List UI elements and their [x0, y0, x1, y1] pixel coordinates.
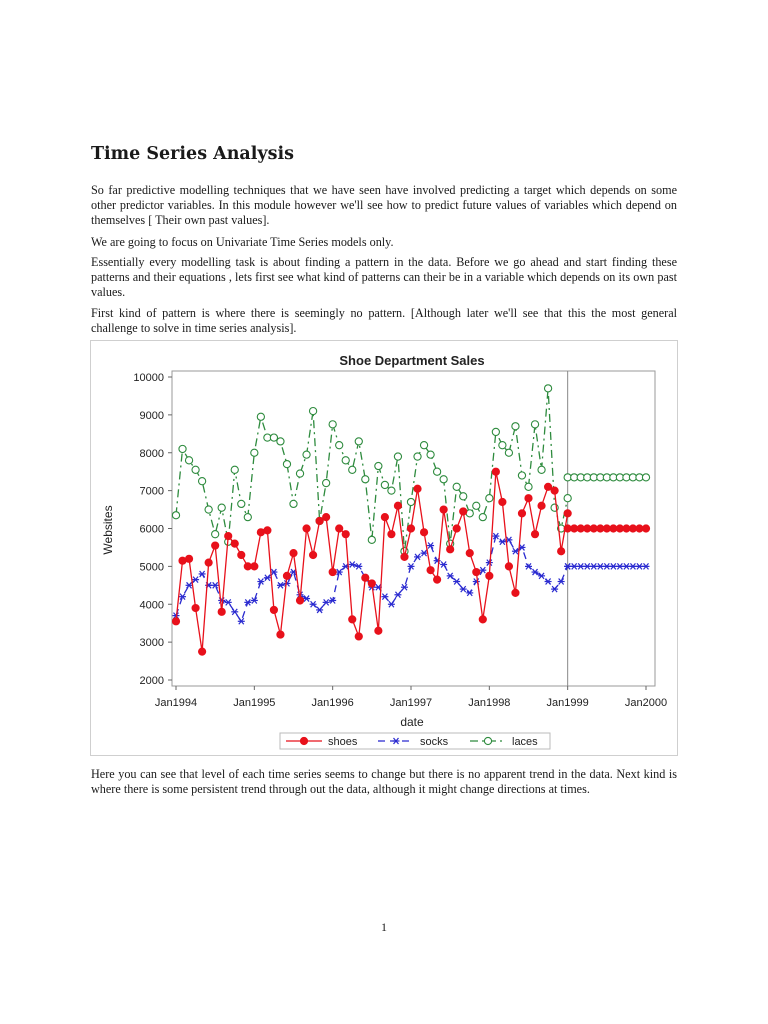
point-laces	[525, 483, 532, 490]
point-laces	[531, 421, 538, 428]
point-laces	[473, 502, 480, 509]
sales-chart	[90, 340, 678, 756]
point-laces	[244, 514, 251, 521]
point-laces	[303, 451, 310, 458]
y-tick-label: 4000	[139, 599, 164, 612]
section-title: Time Series Analysis	[91, 144, 294, 164]
point-shoes	[251, 563, 258, 570]
paragraph-first-pattern: First kind of pattern is where there is seemingly no pattern. [Although later we'll see that this the most general challenge to solve in time series analysis].	[91, 306, 677, 335]
point-shoes	[401, 553, 408, 560]
point-laces	[414, 453, 421, 460]
point-laces	[427, 451, 434, 458]
point-laces	[192, 466, 199, 473]
x-axis-label: date	[400, 715, 424, 729]
point-laces	[375, 462, 382, 469]
point-shoes	[270, 606, 277, 613]
point-shoes	[218, 608, 225, 615]
point-laces	[362, 476, 369, 483]
point-shoes	[355, 633, 362, 640]
y-tick-label: 10000	[133, 372, 164, 384]
point-laces	[212, 531, 219, 538]
point-laces	[355, 438, 362, 445]
point-shoes	[283, 572, 290, 579]
point-laces	[199, 478, 206, 485]
point-shoes	[518, 510, 525, 517]
point-laces	[453, 483, 460, 490]
point-laces	[179, 445, 186, 452]
point-laces	[368, 536, 375, 543]
point-laces	[323, 479, 330, 486]
point-shoes	[192, 604, 199, 611]
point-shoes	[551, 487, 558, 494]
point-laces	[342, 457, 349, 464]
point-laces	[185, 457, 192, 464]
point-laces	[296, 470, 303, 477]
point-laces	[309, 407, 316, 414]
point-shoes	[473, 568, 480, 575]
point-shoes	[212, 542, 219, 549]
legend-marker	[300, 737, 307, 744]
point-laces	[407, 498, 414, 505]
point-shoes	[238, 551, 245, 558]
point-laces	[479, 514, 486, 521]
point-shoes	[323, 514, 330, 521]
y-tick-label: 6000	[139, 523, 164, 536]
point-shoes	[499, 498, 506, 505]
point-laces	[381, 481, 388, 488]
point-shoes	[453, 525, 460, 532]
point-laces	[420, 442, 427, 449]
point-shoes	[492, 468, 499, 475]
point-shoes	[231, 540, 238, 547]
legend-label: laces	[512, 736, 538, 748]
point-laces	[218, 504, 225, 511]
point-shoes	[414, 485, 421, 492]
x-tick-label: Jan2000	[624, 697, 668, 709]
point-laces	[492, 428, 499, 435]
point-shoes	[558, 548, 565, 555]
x-tick-label: Jan1995	[233, 697, 276, 709]
point-laces	[336, 442, 343, 449]
y-tick-label: 8000	[139, 447, 164, 460]
point-shoes	[296, 597, 303, 604]
point-shoes	[427, 567, 434, 574]
point-laces	[512, 423, 519, 430]
x-tick-label: Jan1998	[468, 697, 511, 709]
point-shoes	[303, 525, 310, 532]
legend-label: socks	[420, 736, 449, 748]
point-shoes	[420, 529, 427, 536]
y-tick-label: 7000	[139, 485, 164, 498]
y-tick-label: 2000	[139, 675, 164, 687]
point-laces	[434, 468, 441, 475]
point-shoes	[362, 574, 369, 581]
point-shoes	[329, 568, 336, 575]
point-shoes	[336, 525, 343, 532]
point-laces	[290, 500, 297, 507]
paragraph-intro: So far predictive modelling techniques that we have seen have involved predicting a target which depends on some other predictor variables. In this module however we'll see how to predict future values of variables which depend on themselves [ Their own past values].	[91, 183, 677, 227]
x-tick-label: Jan1997	[389, 697, 433, 709]
point-shoes	[264, 527, 271, 534]
point-shoes	[205, 559, 212, 566]
x-tick-label: Jan1996	[311, 697, 354, 709]
legend-label: shoes	[328, 736, 358, 748]
point-shoes	[564, 510, 571, 517]
chart-legend	[280, 733, 550, 749]
point-shoes	[172, 618, 179, 625]
point-laces	[388, 487, 395, 494]
point-laces	[283, 461, 290, 468]
point-laces	[277, 438, 284, 445]
point-shoes	[375, 627, 382, 634]
point-laces	[499, 442, 506, 449]
point-shoes	[447, 546, 454, 553]
point-laces	[505, 449, 512, 456]
paragraph-patterns: Essentially every modelling task is about finding a pattern in the data. Before we go ahead and start finding these patterns and their equations , lets first see what kind of patterns can their be in a variable which depends on its own past values.	[91, 255, 677, 299]
point-shoes	[460, 508, 467, 515]
point-shoes	[309, 551, 316, 558]
y-tick-label: 9000	[139, 409, 164, 422]
point-shoes	[277, 631, 284, 638]
point-shoes	[381, 514, 388, 521]
point-shoes	[525, 495, 532, 502]
chart-title: Shoe Department Sales	[339, 353, 485, 368]
point-shoes	[434, 576, 441, 583]
point-shoes	[349, 616, 356, 623]
point-laces	[486, 495, 493, 502]
point-laces	[251, 449, 258, 456]
point-shoes	[316, 517, 323, 524]
point-laces	[349, 466, 356, 473]
point-shoes	[512, 589, 519, 596]
point-laces	[205, 506, 212, 513]
point-shoes	[440, 506, 447, 513]
point-laces	[238, 500, 245, 507]
point-shoes	[479, 616, 486, 623]
point-shoes	[538, 502, 545, 509]
point-laces	[460, 493, 467, 500]
point-shoes	[290, 550, 297, 557]
x-tick-label: Jan1994	[154, 697, 198, 709]
forecast-point-laces	[642, 474, 649, 481]
point-shoes	[225, 532, 232, 539]
point-shoes	[466, 550, 473, 557]
point-laces	[257, 413, 264, 420]
forecast-point-shoes	[642, 525, 649, 532]
point-laces	[544, 385, 551, 392]
point-shoes	[388, 531, 395, 538]
point-shoes	[368, 580, 375, 587]
y-axis-label: Websites	[101, 505, 115, 555]
point-laces	[538, 466, 545, 473]
point-laces	[394, 453, 401, 460]
y-tick-label: 5000	[139, 561, 164, 574]
point-laces	[270, 434, 277, 441]
point-laces	[518, 472, 525, 479]
page-number: 1	[381, 920, 387, 934]
paragraph-univariate: We are going to focus on Univariate Time Series models only.	[91, 235, 394, 249]
y-tick-label: 3000	[139, 637, 164, 650]
point-laces	[329, 421, 336, 428]
point-shoes	[531, 531, 538, 538]
point-shoes	[394, 502, 401, 509]
point-shoes	[185, 555, 192, 562]
point-laces	[564, 495, 571, 502]
point-shoes	[505, 563, 512, 570]
point-shoes	[199, 648, 206, 655]
point-laces	[231, 466, 238, 473]
paragraph-observation: Here you can see that level of each time series seems to change but there is no apparent trend in the data. Next kind is where there is some persistent trend through out the data, although it might change directions at times.	[91, 767, 677, 796]
point-laces	[172, 512, 179, 519]
point-laces	[440, 476, 447, 483]
point-shoes	[407, 525, 414, 532]
chart-figure	[90, 340, 678, 756]
point-shoes	[544, 483, 551, 490]
legend-marker	[484, 737, 491, 744]
x-tick-label: Jan1999	[546, 697, 589, 709]
point-shoes	[486, 572, 493, 579]
point-shoes	[342, 531, 349, 538]
